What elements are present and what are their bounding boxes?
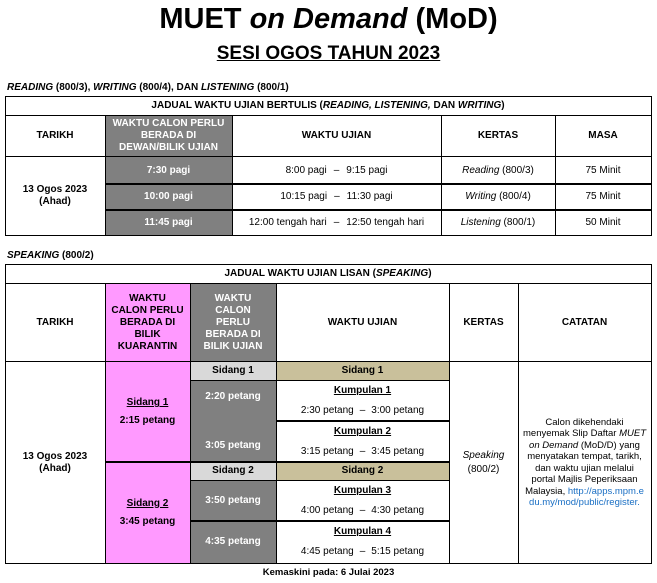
day-text: (Ahad) xyxy=(39,462,71,474)
border-thick xyxy=(105,183,651,185)
group-label: Kumpulan 1 xyxy=(333,384,392,396)
border xyxy=(190,480,449,481)
title-prefix: JADUAL WAKTU UJIAN LISAN ( xyxy=(224,268,376,279)
paper-name: Writing xyxy=(465,191,497,202)
notes-text: Calon dikehendaki menyemak Slip Daftar xyxy=(523,416,624,439)
written-date-cell xyxy=(5,157,105,235)
border xyxy=(651,96,652,236)
border xyxy=(5,563,651,564)
border xyxy=(105,115,106,236)
written-section-label xyxy=(7,82,289,94)
border-thick xyxy=(105,209,651,211)
border-thick xyxy=(190,520,449,522)
label-listening: LISTENING xyxy=(200,82,255,93)
border xyxy=(5,96,651,97)
room-session-1-header: Sidang 1 xyxy=(190,362,276,380)
border xyxy=(105,283,106,564)
duration-cell: 75 Minit xyxy=(585,191,621,202)
border xyxy=(5,115,651,116)
paper-name: Listening xyxy=(460,216,501,228)
border xyxy=(5,264,651,265)
paper-code: (800/4) xyxy=(496,191,531,202)
label-speaking: SPEAKING xyxy=(7,250,60,261)
written-table-title xyxy=(5,97,651,115)
border xyxy=(5,264,6,564)
border xyxy=(5,283,651,284)
dash: – xyxy=(359,546,366,557)
report-time-cell: 11:45 pagi xyxy=(105,210,232,235)
quarantine-time: 2:15 petang xyxy=(119,415,176,426)
notes-italic: MUET on Demand xyxy=(529,428,647,451)
header-paper: KERTAS xyxy=(477,130,519,141)
last-updated: Kemaskini pada: 6 Julai 2023 xyxy=(262,567,395,578)
border xyxy=(5,96,6,236)
border xyxy=(232,115,233,236)
group-cell xyxy=(276,421,449,462)
group-cell xyxy=(276,521,449,563)
room-time-cell: 3:50 petang xyxy=(190,480,276,521)
start-time: 4:00 petang xyxy=(300,504,354,516)
room-session-2-header: Sidang 2 xyxy=(190,462,276,480)
speaking-date-cell xyxy=(5,362,105,563)
border xyxy=(555,115,556,236)
border xyxy=(449,283,450,564)
start-time: 3:15 petang xyxy=(300,445,354,457)
group-label: Kumpulan 2 xyxy=(333,425,392,437)
room-time-cell: 4:35 petang xyxy=(190,521,276,563)
header-tarikh: TARIKH xyxy=(36,316,74,328)
border xyxy=(276,283,277,564)
title-italic: SPEAKING xyxy=(375,268,429,279)
page-subtitle: SESI OGOS TAHUN 2023 xyxy=(216,43,441,64)
exam-session-2-header: Sidang 2 xyxy=(276,462,449,480)
label-code: (800/2) xyxy=(59,250,94,261)
paper-cell xyxy=(441,210,555,235)
group-cell xyxy=(276,480,449,521)
header-tarikh: TARIKH xyxy=(36,130,74,141)
start-time: 2:30 petang xyxy=(300,404,354,416)
title-suffix: ) xyxy=(428,268,432,279)
border-thick xyxy=(105,461,449,463)
header-exam-time: WAKTU UJIAN xyxy=(301,130,372,141)
border xyxy=(190,380,449,381)
room-time-cell: 3:05 petang xyxy=(190,421,276,462)
paper-name: Reading xyxy=(462,164,500,176)
start-time: 8:00 pagi xyxy=(285,164,327,176)
header-paper: KERTAS xyxy=(463,316,504,328)
border xyxy=(441,115,442,236)
label-text: (800/3), xyxy=(53,82,94,93)
border xyxy=(5,156,651,157)
title-suffix: ) xyxy=(501,100,505,111)
header-exam-time: WAKTU UJIAN xyxy=(327,316,398,328)
end-time: 11:30 pagi xyxy=(346,191,393,202)
dash: – xyxy=(359,404,366,416)
title-italic: on Demand xyxy=(249,3,408,35)
exam-time-cell xyxy=(232,157,441,184)
notes-cell xyxy=(518,362,651,563)
dash: – xyxy=(333,164,340,176)
register-link[interactable]: http://apps.mpm.edu.my/mod/public/register. xyxy=(529,485,644,508)
paper-code: (800/2) xyxy=(467,463,500,475)
border xyxy=(651,264,652,564)
duration-cell: 75 Minit xyxy=(585,164,621,176)
group-label: Kumpulan 3 xyxy=(333,484,392,496)
quarantine-time: 3:45 petang xyxy=(119,515,176,527)
border xyxy=(5,235,651,236)
label-text: (800/1) xyxy=(254,82,289,93)
group-cell xyxy=(276,380,449,421)
start-time: 4:45 petang xyxy=(300,546,354,557)
border xyxy=(5,361,651,362)
speaking-paper-cell xyxy=(449,362,518,563)
quarantine-session-1 xyxy=(105,362,190,462)
exam-time-cell xyxy=(232,210,441,235)
exam-session-1-header: Sidang 1 xyxy=(276,362,449,380)
exam-time-cell xyxy=(232,184,441,210)
end-time: 4:30 petang xyxy=(371,504,425,516)
header-notes: CATATAN xyxy=(561,316,608,328)
speaking-section-label xyxy=(7,250,94,262)
title-italic: WRITING xyxy=(457,100,502,111)
end-time: 12:50 tengah hari xyxy=(346,216,425,228)
duration-cell: 50 Minit xyxy=(585,216,621,228)
border xyxy=(518,283,519,564)
date-text: 13 Ogos 2023 xyxy=(22,450,88,462)
paper-name: Speaking xyxy=(462,449,505,461)
title-text: MUET xyxy=(159,3,250,35)
end-time: 3:00 petang xyxy=(371,404,425,416)
report-time-cell: 7:30 pagi xyxy=(105,157,232,184)
border xyxy=(190,283,191,564)
end-time: 5:15 petang xyxy=(371,546,425,557)
day-text: (Ahad) xyxy=(39,196,71,207)
page-title xyxy=(0,2,657,36)
notes-text: (MoD/D) yang menyatakan tempat, tarikh, dan waktu ujian melalui portal Majlis Peperiksaan Malaysia, xyxy=(525,439,642,497)
header-report-time: WAKTU CALON PERLU BERADA DI DEWAN/BILIK UJIAN xyxy=(105,115,232,157)
label-reading: READING xyxy=(7,82,54,93)
title-text-end: (MoD) xyxy=(407,3,498,35)
start-time: 10:15 pagi xyxy=(280,191,328,202)
date-text: 13 Ogos 2023 xyxy=(22,184,88,195)
header-duration: MASA xyxy=(588,130,618,141)
start-time: 12:00 tengah hari xyxy=(248,216,327,228)
dash: – xyxy=(359,504,366,516)
dash: – xyxy=(333,216,340,228)
end-time: 3:45 petang xyxy=(371,445,425,457)
room-time-cell: 2:20 petang xyxy=(190,380,276,421)
group-label: Kumpulan 4 xyxy=(333,526,392,537)
report-time-cell: 10:00 pagi xyxy=(105,184,232,210)
title-prefix: JADUAL WAKTU UJIAN BERTULIS ( xyxy=(151,100,323,111)
end-time: 9:15 pagi xyxy=(346,164,388,176)
speaking-table-title xyxy=(5,265,651,283)
session-label: Sidang 1 xyxy=(126,397,169,408)
paper-cell xyxy=(441,184,555,210)
label-writing: WRITING xyxy=(93,82,137,93)
session-label: Sidang 2 xyxy=(126,497,169,509)
dash: – xyxy=(334,191,340,202)
header-quarantine-time: WAKTU CALON PERLU BERADA DI BILIK KUARANTIN xyxy=(105,283,190,362)
header-room-time: WAKTU CALON PERLU BERADA DI BILIK UJIAN xyxy=(190,283,276,362)
border-thick xyxy=(276,420,449,422)
label-text: (800/4), DAN xyxy=(136,82,201,93)
quarantine-session-2 xyxy=(105,462,190,563)
dash: – xyxy=(359,445,366,457)
title-italic: READING, LISTENING, xyxy=(322,100,431,111)
paper-code: (800/3) xyxy=(499,164,534,176)
paper-code: (800/1) xyxy=(500,216,536,228)
title-mid: DAN xyxy=(430,100,458,111)
paper-cell xyxy=(441,157,555,184)
